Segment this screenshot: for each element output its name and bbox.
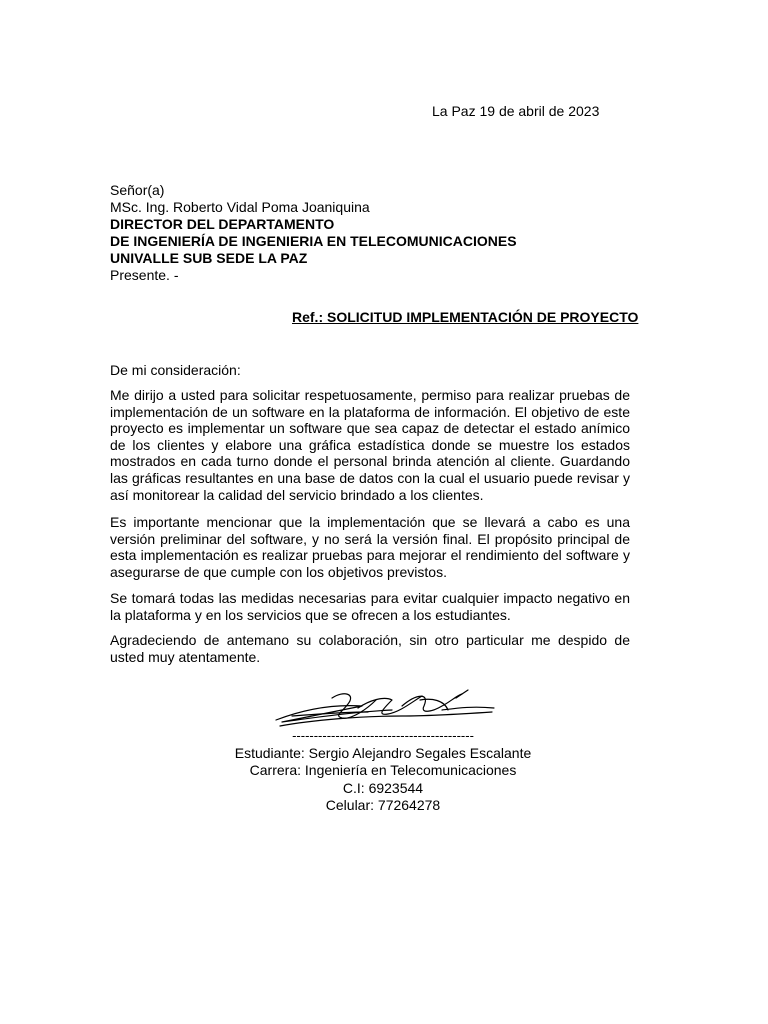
signer-block <box>200 727 566 815</box>
signer-phone: Celular: 77264278 <box>325 797 441 813</box>
body-paragraph-2: Es importante mencionar que la implementación que se llevará a cabo es una versión preliminar del software, y no será la versión final. El propósito principal de esta implementación es realizar pruebas para mejorar el rendimiento del software y asegurarse de que cumple con los objetivos previstos. <box>110 514 630 580</box>
signer-ci: C.I: 6923544 <box>342 779 424 796</box>
signature-scribble <box>272 686 497 732</box>
recipient-name: MSc. Ing. Roberto Vidal Poma Joaniquina <box>110 199 370 215</box>
recipient-department: DE INGENIERÍA DE INGENIERIA EN TELECOMUNICACIONES <box>110 233 517 249</box>
handwritten-signature <box>272 686 497 732</box>
body-paragraph-1: Me dirijo a usted para solicitar respetuosamente, permiso para realizar pruebas de implementación de un software en la plataforma de información. El objetivo de este proyecto es implementar un software que sea capaz de detectar el estado anímico de los clientes y elabore una gráfica estadística donde se muestre los estados mostrados en cada turno donde el personal brinda atención al cliente. Guardando las gráficas resultantes en una base de datos con la cual el usuario puede revisar y así monitorear la calidad del servicio brindado a los clientes. <box>110 387 630 503</box>
recipient-title-line: Señor(a) <box>110 182 165 198</box>
recipient-presente: Presente. - <box>110 267 179 283</box>
salutation: De mi consideración: <box>110 362 241 378</box>
signer-career: Carrera: Ingeniería en Telecomunicaciones <box>249 762 517 778</box>
signer-student: Estudiante: Sergio Alejandro Segales Escalante <box>234 744 532 761</box>
reference-line: Ref.: SOLICITUD IMPLEMENTACIÓN DE PROYECTO <box>292 309 639 325</box>
letter-date: La Paz 19 de abril de 2023 <box>432 103 600 119</box>
body-paragraph-3: Se tomará todas las medidas necesarias para evitar cualquier impacto negativo en la plataforma y en los servicios que se ofrecen a los estudiantes. <box>110 590 630 623</box>
recipient-block <box>110 182 517 284</box>
body-paragraph-4: Agradeciendo de antemano su colaboración, sin otro particular me despido de usted muy atentamente. <box>110 632 630 665</box>
recipient-institution: UNIVALLE SUB SEDE LA PAZ <box>110 250 308 266</box>
signature-line: ------------------------------------------ <box>292 728 474 743</box>
recipient-position: DIRECTOR DEL DEPARTAMENTO <box>110 216 335 232</box>
